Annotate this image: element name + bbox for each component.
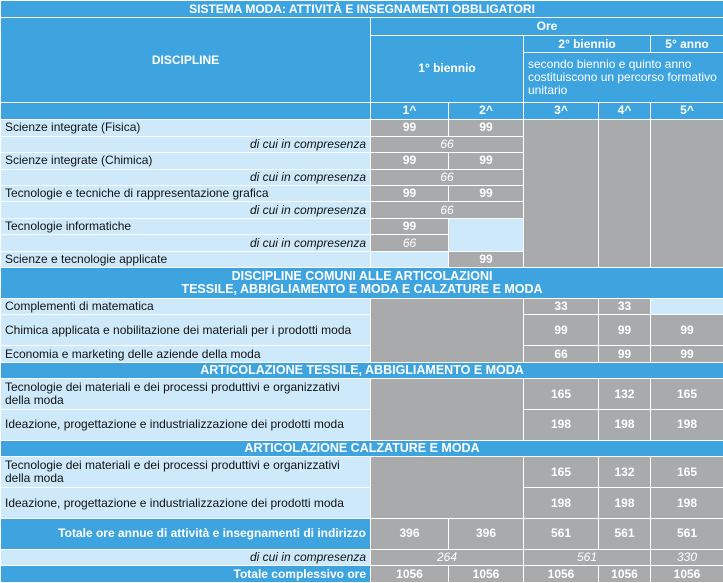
row-matematica-label: Complementi di matematica <box>1 299 371 315</box>
row-calzature-materiali-label: Tecnologie dei materiali e dei processi produttivi e organizzativi della moda <box>1 457 371 488</box>
section-tessile-title: ARTICOLAZIONE TESSILE, ABBIGLIAMENTO E MODA <box>1 362 723 378</box>
row-grafica-compresenza: 66 <box>371 202 524 218</box>
row-grafica-y2: 99 <box>449 185 524 201</box>
total-indirizzo-y5: 561 <box>651 518 723 549</box>
year-2: 2^ <box>449 102 524 119</box>
header-ore: Ore <box>371 18 723 35</box>
total-indirizzo-y1: 396 <box>371 518 449 549</box>
row-informatiche-compresenza: 66 <box>371 235 449 251</box>
row-chimica-compresenza: 66 <box>371 169 524 185</box>
row-grafica-label: Tecnologie e tecniche di rappresentazione grafica <box>1 185 371 201</box>
section-comuni-line2: TESSILE, ABBIGLIAMENTO E MODA E CALZATURE E MODA <box>181 282 543 297</box>
total-compresenza-secondo-biennio: 561 <box>524 549 651 565</box>
row-calzature-ideazione-label: Ideazione, progettazione e industrializzazione dei prodotti moda <box>1 488 371 519</box>
total-complessivo-y5: 1056 <box>651 566 723 583</box>
header-empty-cell <box>1 102 371 119</box>
row-grafica-compresenza-label: di cui in compresenza <box>1 202 371 218</box>
row-calzature-materiali-y4: 132 <box>599 457 651 488</box>
header-note: secondo biennio e quinto anno costituiscono un percorso formativo unitario <box>524 53 723 102</box>
row-economia-y5: 99 <box>651 346 723 362</box>
total-indirizzo-label: Totale ore annue di attività e insegnamenti di indirizzo <box>1 518 371 549</box>
row-grafica-y1: 99 <box>371 185 449 201</box>
year-4: 4^ <box>599 102 651 119</box>
row-matematica-y4: 33 <box>599 299 651 315</box>
section-calzature-title: ARTICOLAZIONE CALZATURE E MODA <box>1 440 723 456</box>
header-secondo-biennio: 2° biennio <box>524 35 651 52</box>
total-compresenza-label: di cui in compresenza <box>1 549 371 565</box>
year-3: 3^ <box>524 102 599 119</box>
total-complessivo-y2: 1056 <box>449 566 524 583</box>
row-informatiche-y1: 99 <box>371 218 449 234</box>
row-chimica-applicata-y5: 99 <box>651 315 723 346</box>
row-matematica-y3: 33 <box>524 299 599 315</box>
row-calzature-ideazione-y4: 198 <box>599 488 651 519</box>
row-informatiche-compresenza-label: di cui in compresenza <box>1 235 371 251</box>
empty-grey-y3 <box>524 120 599 268</box>
header-primo-biennio: 1° biennio <box>371 35 524 102</box>
row-tessile-ideazione-y4: 198 <box>599 410 651 441</box>
row-matematica-y5-empty <box>651 299 723 315</box>
row-applicate-empty <box>371 251 449 267</box>
row-informatiche-empty <box>449 218 524 251</box>
row-chimica-applicata-y4: 99 <box>599 315 651 346</box>
row-chimica-label: Scienze integrate (Chimica) <box>1 153 371 169</box>
row-calzature-materiali-y3: 165 <box>524 457 599 488</box>
calzature-empty-biennio <box>371 457 524 519</box>
row-informatiche-label: Tecnologie informatiche <box>1 218 371 234</box>
section-comuni-title <box>1 268 723 299</box>
row-economia-label: Economia e marketing delle aziende della moda <box>1 346 371 362</box>
row-calzature-ideazione-y5: 198 <box>651 488 723 519</box>
row-chimica-y2: 99 <box>449 153 524 169</box>
total-complessivo-y3: 1056 <box>524 566 599 583</box>
row-tessile-ideazione-y5: 198 <box>651 410 723 441</box>
row-tessile-materiali-label: Tecnologie dei materiali e dei processi produttivi e organizzativi della moda <box>1 379 371 410</box>
row-chimica-y1: 99 <box>371 153 449 169</box>
row-tessile-ideazione-label: Ideazione, progettazione e industrializzazione dei prodotti moda <box>1 410 371 441</box>
row-fisica-y1: 99 <box>371 120 449 136</box>
row-applicate-y2: 99 <box>449 251 524 267</box>
row-fisica-label: Scienze integrate (Fisica) <box>1 120 371 136</box>
row-fisica-y2: 99 <box>449 120 524 136</box>
row-tessile-materiali-y5: 165 <box>651 379 723 410</box>
row-economia-y3: 66 <box>524 346 599 362</box>
row-calzature-materiali-y5: 165 <box>651 457 723 488</box>
row-economia-y4: 99 <box>599 346 651 362</box>
row-fisica-compresenza: 66 <box>371 136 524 152</box>
section-comuni-line1: DISCIPLINE COMUNI ALLE ARTICOLAZIONI <box>231 269 493 284</box>
header-quinto-anno: 5° anno <box>651 35 723 52</box>
row-tessile-ideazione-y3: 198 <box>524 410 599 441</box>
total-compresenza-biennio: 264 <box>371 549 524 565</box>
total-complessivo-label: Totale complessivo ore <box>1 566 371 583</box>
total-indirizzo-y3: 561 <box>524 518 599 549</box>
year-1: 1^ <box>371 102 449 119</box>
total-indirizzo-y4: 561 <box>599 518 651 549</box>
row-applicate-label: Scienze e tecnologie applicate <box>1 251 371 267</box>
row-calzature-ideazione-y3: 198 <box>524 488 599 519</box>
empty-grey-y5 <box>651 120 723 268</box>
row-chimica-compresenza-label: di cui in compresenza <box>1 169 371 185</box>
total-compresenza-quinto: 330 <box>651 549 723 565</box>
row-tessile-materiali-y3: 165 <box>524 379 599 410</box>
empty-grey-y4 <box>599 120 651 268</box>
table-title: SISTEMA MODA: ATTIVITÀ E INSEGNAMENTI OBBLIGATORI <box>1 1 723 18</box>
row-tessile-materiali-y4: 132 <box>599 379 651 410</box>
row-fisica-compresenza-label: di cui in compresenza <box>1 136 371 152</box>
year-5: 5^ <box>651 102 723 119</box>
tessile-empty-biennio <box>371 379 524 441</box>
total-indirizzo-y2: 396 <box>449 518 524 549</box>
row-chimica-applicata-label: Chimica applicata e nobilitazione dei materiali per i prodotti moda <box>1 315 371 346</box>
header-discipline: DISCIPLINE <box>1 18 371 102</box>
total-complessivo-y1: 1056 <box>371 566 449 583</box>
total-complessivo-y4: 1056 <box>599 566 651 583</box>
row-chimica-applicata-y3: 99 <box>524 315 599 346</box>
comuni-empty-biennio <box>371 299 524 363</box>
